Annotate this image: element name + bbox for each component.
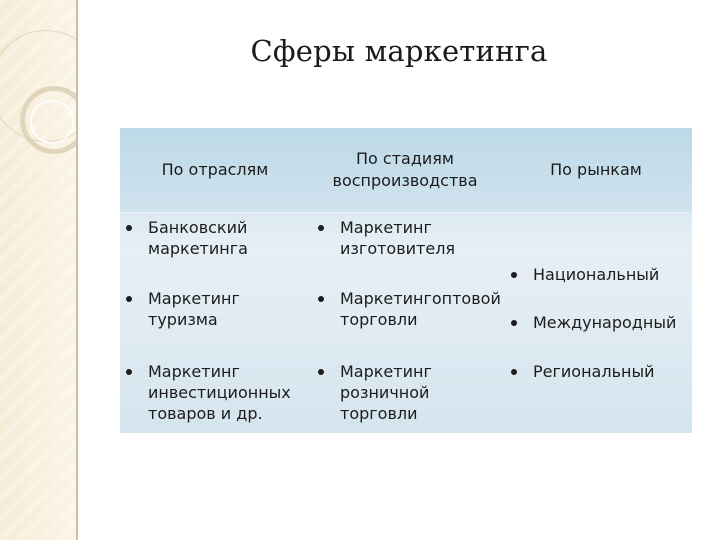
bullet-icon — [126, 225, 132, 231]
decorative-side-band — [0, 0, 78, 540]
bullet-icon — [318, 369, 324, 375]
header-by-industry: По отраслям — [161, 160, 269, 179]
bullet-icon — [318, 296, 324, 302]
list-item — [120, 217, 308, 259]
slide-title: Сферы маркетинга — [250, 34, 548, 68]
spheres-table — [120, 128, 692, 433]
list-item — [505, 264, 693, 285]
header-by-market: По рынкам — [550, 160, 642, 179]
bullet-icon — [126, 296, 132, 302]
list-item — [312, 217, 505, 259]
list-item — [312, 288, 505, 330]
table-header-row — [120, 128, 692, 213]
list-item-text: Маркетинг инвестиционных товаров и др. — [148, 362, 291, 423]
list-item-text: Региональный — [533, 362, 655, 381]
bullet-icon — [511, 320, 517, 326]
list-item — [120, 361, 308, 424]
list-item — [312, 361, 490, 424]
list-item-text: Маркетинг изготовителя — [340, 218, 456, 258]
list-item — [120, 288, 308, 330]
list-item-text: Банковский маркетинга — [148, 218, 248, 258]
list-item — [505, 361, 693, 382]
list-item-text: Национальный — [533, 265, 660, 284]
list-item-text: Маркетинг розничной торговли — [340, 362, 432, 423]
list-item-text: Маркетингоптовой торговли — [340, 289, 501, 329]
decorative-ring — [30, 100, 74, 144]
list-item-text: Маркетинг туризма — [148, 289, 240, 329]
bullet-icon — [511, 369, 517, 375]
list-item-text: Международный — [533, 313, 677, 332]
bullet-icon — [126, 369, 132, 375]
bullet-icon — [511, 272, 517, 278]
bullet-icon — [318, 225, 324, 231]
header-by-reproduction-stage: По стадиям воспроизводства — [332, 149, 478, 190]
list-item — [505, 312, 693, 333]
